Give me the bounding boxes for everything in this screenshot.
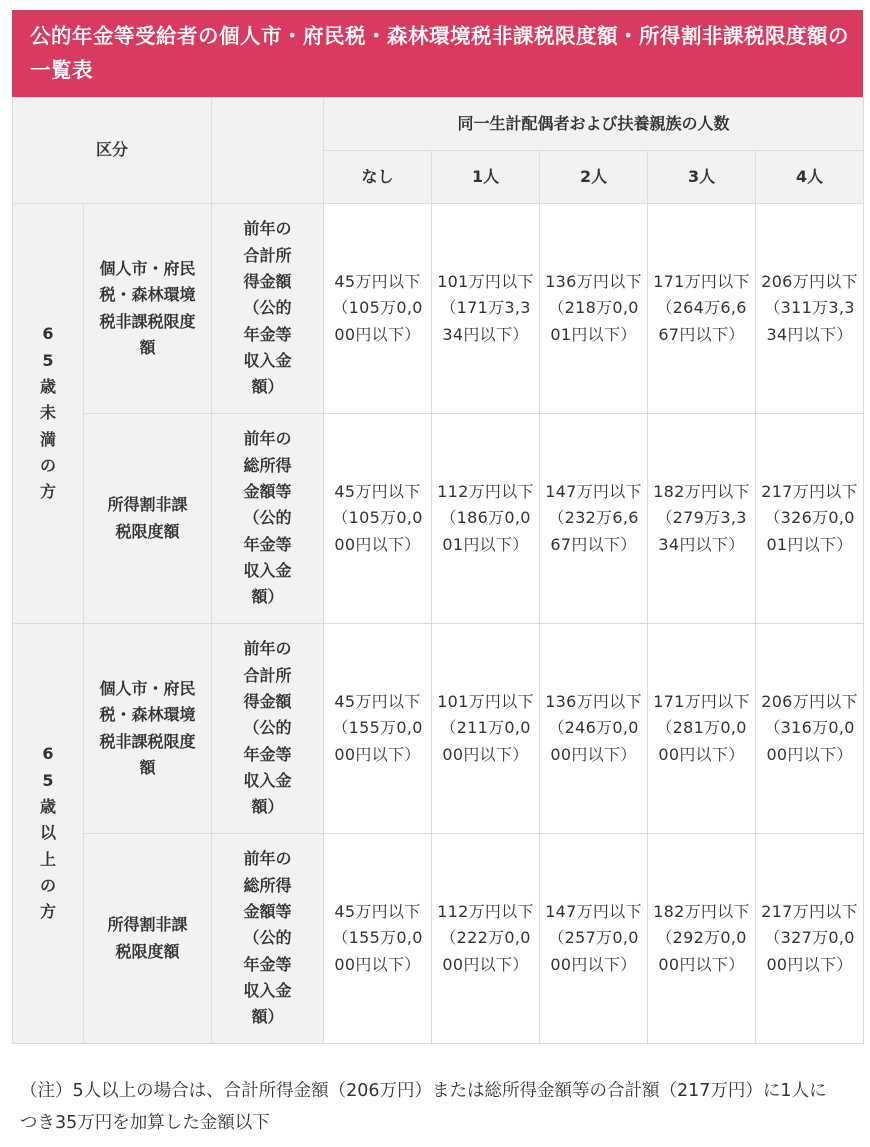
value-cell: 136万円以下（246万0,000円以下） xyxy=(540,624,648,834)
value-cell: 136万円以下（218万0,001円以下） xyxy=(540,204,648,414)
header-col-4: 4人 xyxy=(756,151,864,204)
value-cell: 112万円以下（222万0,000円以下） xyxy=(432,834,540,1044)
tax-limit-table xyxy=(12,97,864,1044)
section-label: 65歳未満の方 xyxy=(13,204,84,624)
value-cell: 45万円以下（105万0,000円以下） xyxy=(324,204,432,414)
header-group: 同一生計配偶者および扶養親族の人数 xyxy=(324,98,864,151)
row-type: 個人市・府民税・森林環境税非課税限度額 xyxy=(84,204,212,414)
value-cell: 217万円以下（326万0,001円以下） xyxy=(756,414,864,624)
value-cell: 171万円以下（264万6,667円以下） xyxy=(648,204,756,414)
value-cell: 171万円以下（281万0,000円以下） xyxy=(648,624,756,834)
value-cell: 45万円以下（105万0,000円以下） xyxy=(324,414,432,624)
header-col-3: 3人 xyxy=(648,151,756,204)
row-basis: 前年の合計所得金額（公的年金等収入金額） xyxy=(212,204,324,414)
row-type: 所得割非課税限度額 xyxy=(84,414,212,624)
value-cell: 147万円以下（232万6,667円以下） xyxy=(540,414,648,624)
table-row xyxy=(13,624,864,834)
row-basis: 前年の総所得金額等（公的年金等収入金額） xyxy=(212,834,324,1044)
section-label: 65歳以上の方 xyxy=(13,624,84,1044)
value-cell: 182万円以下（279万3,334円以下） xyxy=(648,414,756,624)
value-cell: 182万円以下（292万0,000円以下） xyxy=(648,834,756,1044)
value-cell: 45万円以下（155万0,000円以下） xyxy=(324,834,432,1044)
table-row xyxy=(13,414,864,624)
value-cell: 206万円以下（311万3,334円以下） xyxy=(756,204,864,414)
value-cell: 101万円以下（211万0,000円以下） xyxy=(432,624,540,834)
value-cell: 147万円以下（257万0,000円以下） xyxy=(540,834,648,1044)
row-basis: 前年の総所得金額等（公的年金等収入金額） xyxy=(212,414,324,624)
value-cell: 112万円以下（186万0,001円以下） xyxy=(432,414,540,624)
header-col-2: 2人 xyxy=(540,151,648,204)
header-category: 区分 xyxy=(13,98,212,204)
row-type: 個人市・府民税・森林環境税非課税限度額 xyxy=(84,624,212,834)
value-cell: 45万円以下（155万0,000円以下） xyxy=(324,624,432,834)
row-type: 所得割非課税限度額 xyxy=(84,834,212,1044)
value-cell: 101万円以下（171万3,334円以下） xyxy=(432,204,540,414)
page-title: 公的年金等受給者の個人市・府民税・森林環境税非課税限度額・所得割非課税限度額の一覧表 xyxy=(12,10,863,97)
header-blank xyxy=(212,98,324,204)
table-row xyxy=(13,834,864,1044)
table-row xyxy=(13,204,864,414)
footnote: （注）5人以上の場合は、合計所得金額（206万円）または総所得金額等の合計額（217万円）に1人につき35万円を加算した金額以下 xyxy=(20,1081,827,1133)
value-cell: 217万円以下（327万0,000円以下） xyxy=(756,834,864,1044)
value-cell: 206万円以下（316万0,000円以下） xyxy=(756,624,864,834)
header-col-1: 1人 xyxy=(432,151,540,204)
header-col-0: なし xyxy=(324,151,432,204)
row-basis: 前年の合計所得金額（公的年金等収入金額） xyxy=(212,624,324,834)
